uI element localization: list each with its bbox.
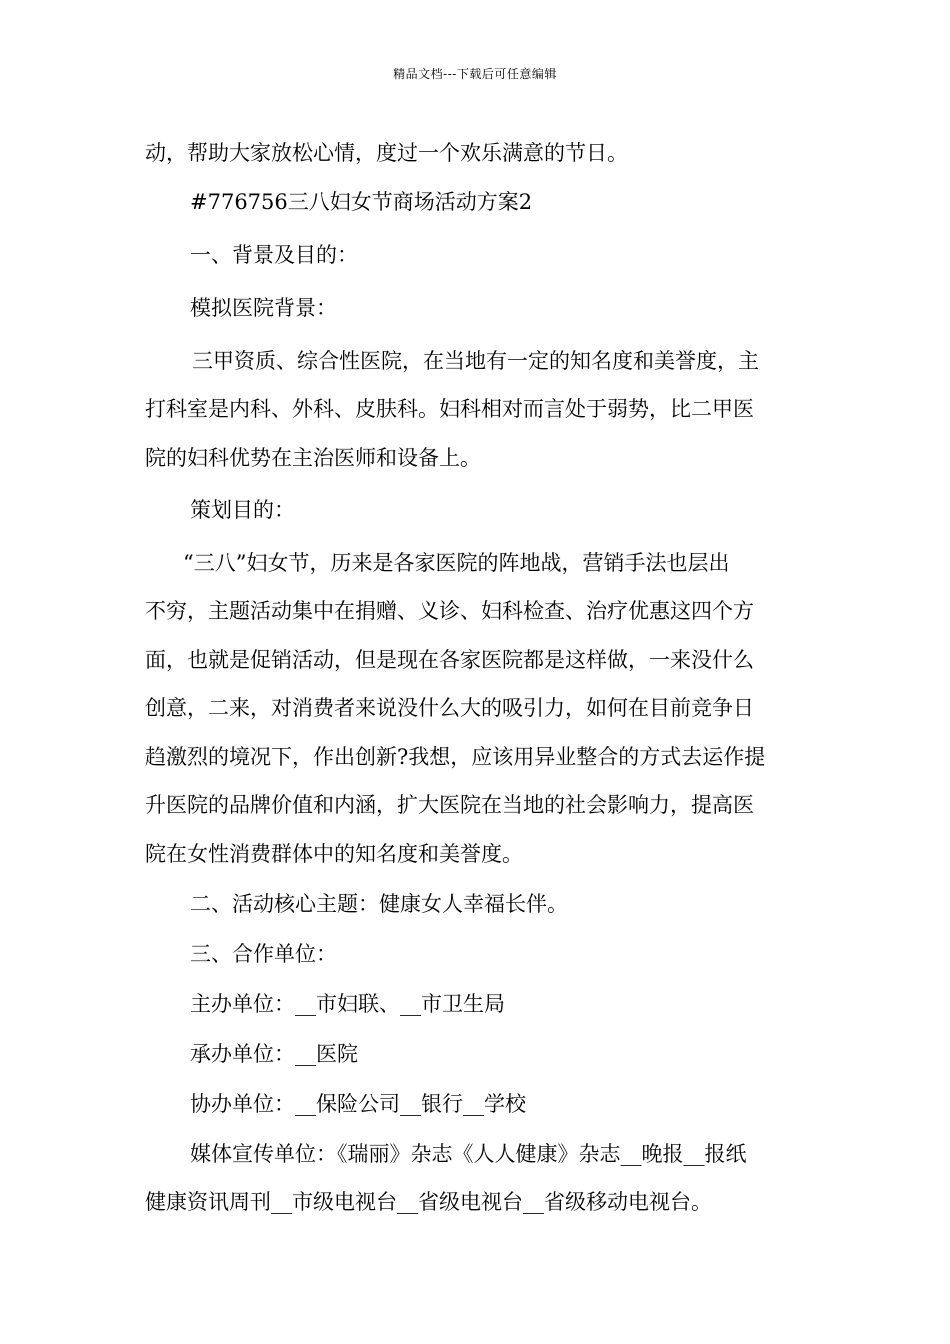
paragraph-line: 动，帮助大家放松心情，度过一个欢乐满意的节日。 [145, 141, 628, 165]
section-heading: 一、背景及目的： [190, 242, 358, 267]
paragraph-line: 创意，二来，对消费者来说没什么大的吸引力，如何在目前竞争日 [145, 696, 754, 720]
list-item: 协办单位：__保险公司__银行__学校 [190, 1091, 526, 1116]
list-item: 承办单位：__医院 [190, 1041, 358, 1066]
list-item: 媒体宣传单位：《瑞丽》杂志《人人健康》杂志__晚报__报纸 [190, 1141, 747, 1166]
paragraph-line: 不穷，主题活动集中在捐赠、义诊、妇科检查、治疗优惠这四个方 [145, 599, 754, 623]
paragraph-line: “三八”妇女节，历来是各家医院的阵地战，营销手法也层出 [183, 550, 730, 575]
list-item: 主办单位：__市妇联、__市卫生局 [190, 991, 505, 1016]
paragraph-line: 打科室是内科、外科、皮肤科。妇科相对而言处于弱势，比二甲医 [145, 397, 754, 421]
subsection-heading: 策划目的： [190, 497, 295, 522]
paragraph-line: 健康资讯周刊__市级电视台__省级电视台__省级移动电视台。 [145, 1190, 712, 1214]
section-heading: 二、活动核心主题：健康女人幸福长伴。 [190, 891, 568, 916]
section-heading: #776756三八妇女节商场活动方案2 [190, 189, 533, 214]
paragraph-line: 趋激烈的境况下，作出创新?我想，应该用异业整合的方式去运作提 [145, 744, 766, 769]
paragraph-line: 院的妇科优势在主治医师和设备上。 [145, 445, 481, 470]
paragraph-line: 升医院的品牌价值和内涵，扩大医院在当地的社会影响力，提高医 [145, 793, 754, 817]
paragraph-line: 院在女性消费群体中的知名度和美誉度。 [145, 841, 523, 866]
paragraph-line: 面，也就是促销活动，但是现在各家医院都是这样做，一来没什么 [145, 647, 754, 672]
page-header: 精品文档---下载后可任意编辑 [393, 67, 557, 81]
document-body [145, 129, 810, 1227]
section-heading: 三、合作单位： [190, 941, 337, 966]
subsection-heading: 模拟医院背景： [190, 295, 337, 320]
paragraph-line: 三甲资质、综合性医院，在当地有一定的知名度和美誉度，主 [192, 348, 759, 373]
